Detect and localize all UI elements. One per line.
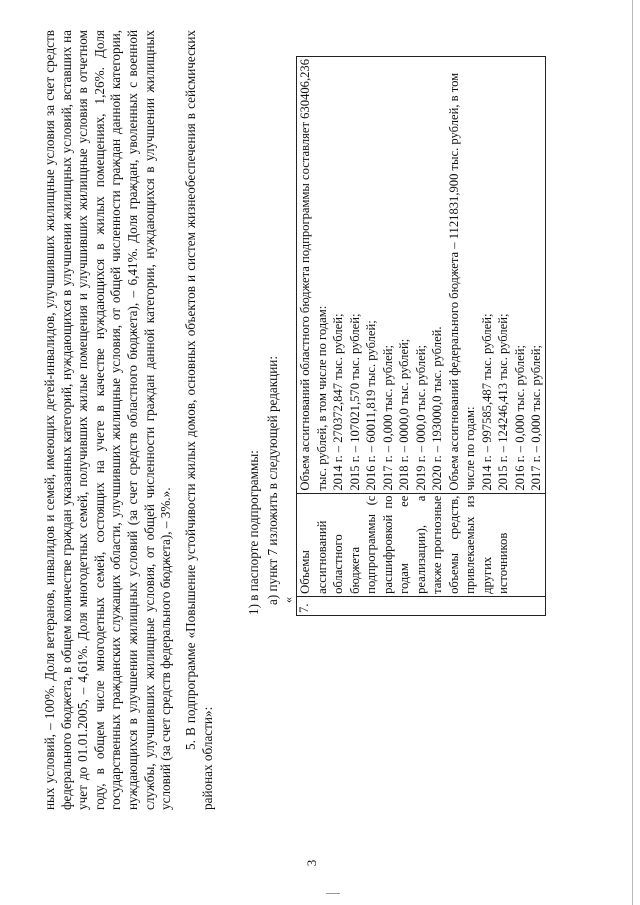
content-line: 2016 г. – 0,000 тыс. рублей; bbox=[512, 344, 527, 491]
passport-table bbox=[296, 56, 546, 616]
content-line: 2020 г. – 193000,0 тыс. рублей. bbox=[430, 326, 444, 491]
content-line: 2017 г. – 0,000 тыс. рублей; bbox=[529, 344, 543, 491]
content-line: Объем ассигнований федерального бюджета – 1121831,900 тыс. рублей, в том bbox=[446, 72, 461, 491]
item-a: а) пункт 7 изложить в следующей редакции: bbox=[265, 355, 280, 605]
content-line: 2015 г. – 124246,413 тыс. рублей; bbox=[496, 313, 510, 491]
paragraph-targets: ных условий, – 100%. Доля ветеранов, инвалидов и семей, имеющих детей-инвалидов, улучшивших жилищные условия за счет средств федерального бюджета, в общем количестве граждан указанных категорий, нуждающихся в улучшении жилищных условий, вставших на учет до 01.01.2005, – 4,61%. Доля многодетных семей, получивших жилые помещения и улучшивших жилищные условия в отчетном году, в общем числе многодетных семей, состоящих на учете в качестве нуждающихся в жилых помещениях, 1,26%. Доля государственных гражданских служащих области, улучшивших жилищные условия, от общей численности граждан данной категории, нуждающихся в улучшении жилищных условий (за счет средств областного бюджета), – 6,41%. Доля граждан, уволенных с военной службы, улучшивших жилищные условия, от общей численности граждан данной категории, нуждающихся в улучшении жилищных условий (за счет средств федерального бюджета), – 3%.». bbox=[42, 30, 174, 810]
content-line: 2017 г. – 0,000 тыс. рублей; bbox=[380, 344, 395, 491]
content-line: 2018 г. – 0000,0 тыс. рублей; bbox=[397, 338, 411, 491]
content-line: 2019 г. – 000,0 тыс. рублей; bbox=[413, 344, 428, 491]
content-line: 2014 г. – 997585,487 тыс. рублей; bbox=[479, 313, 494, 491]
item-passport: 1) в паспорте подпрограммы: bbox=[246, 450, 261, 615]
row-number: 7. bbox=[297, 596, 546, 615]
content-line: 2016 г. – 60011,819 тыс. рублей; bbox=[364, 320, 378, 491]
quote-open: « bbox=[281, 597, 295, 603]
content-line: числе по годам: bbox=[463, 406, 477, 491]
row-content bbox=[297, 57, 546, 494]
content-line: 2014 г. – 270372,847 тыс. рублей; bbox=[331, 313, 345, 491]
content-line: 2015 г. – 107021,570 тыс. рублей; bbox=[347, 313, 362, 491]
paragraph-subprogram: 5. В подпрограмме «Повышение устойчивости жилых домов, основных объектов и систем жизнеобеспечения в сейсмических районах области»: bbox=[183, 30, 215, 810]
content-line: Объем ассигнований областного бюджета подпрограммы составляет 630406,236 bbox=[298, 59, 312, 491]
page-number: 3 bbox=[304, 859, 319, 867]
row-label: Объемы ассигнований областного бюджета подпрограммы (с расшифровкой по годам ее реализации), а также прогнозные объемы средств, привлекаемых из других источников bbox=[297, 493, 546, 596]
table-row bbox=[297, 57, 546, 616]
content-line: тыс. рублей, в том числе по годам: bbox=[314, 305, 329, 491]
